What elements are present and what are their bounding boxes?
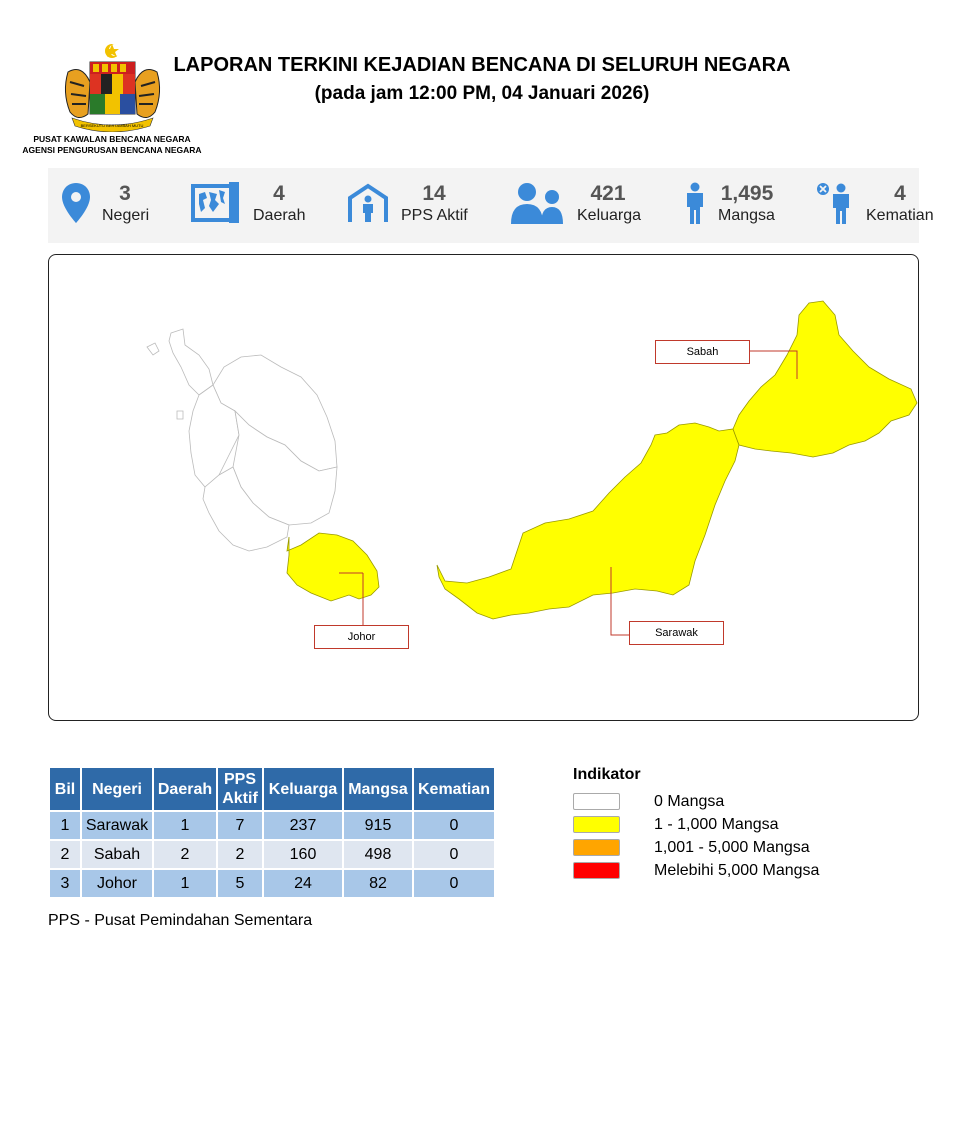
stat-value-pps: 14 [422, 182, 446, 205]
table-cell: 7 [218, 812, 262, 839]
stat-value-daerah: 4 [273, 182, 285, 205]
col-header-pps-aktif: PPS Aktif [218, 768, 262, 810]
location-pin-icon [61, 182, 91, 224]
table-cell: Johor [82, 870, 152, 897]
stat-label-negeri: Negeri [102, 207, 150, 224]
table-cell: 2 [154, 841, 216, 868]
legend-item [573, 836, 819, 859]
table-header-row [50, 768, 494, 810]
table-cell: 2 [218, 841, 262, 868]
stat-value-keluarga: 421 [590, 182, 626, 205]
stat-label-keluarga: Keluarga [577, 207, 642, 224]
family-icon [510, 182, 564, 224]
table-cell: 0 [414, 870, 494, 897]
col-header-keluarga: Keluarga [264, 768, 342, 810]
table-cell: 1 [154, 812, 216, 839]
legend-item [573, 790, 819, 813]
stat-label-pps: PPS Aktif [401, 207, 468, 224]
person-icon [683, 182, 707, 224]
table-cell: 2 [50, 841, 80, 868]
table-cell: 82 [344, 870, 412, 897]
table-cell: 5 [218, 870, 262, 897]
state-sabah [733, 301, 917, 457]
legend-item [573, 813, 819, 836]
table-cell: 915 [344, 812, 412, 839]
death-icon [816, 182, 854, 224]
col-header-daerah: Daerah [154, 768, 216, 810]
callout-sabah: Sabah [655, 340, 750, 364]
shelter-icon [347, 182, 389, 224]
legend-swatch [573, 862, 620, 879]
agency-name-line2: AGENSI PENGURUSAN BENCANA NEGARA [22, 145, 202, 155]
report-title: LAPORAN TERKINI KEJADIAN BENCANA DI SELURUH NEGARA [173, 54, 791, 76]
disaster-map-panel [48, 254, 919, 721]
agency-name-line1: PUSAT KAWALAN BENCANA NEGARA [33, 134, 191, 144]
summary-stats-bar [48, 168, 934, 243]
table-row [50, 870, 494, 897]
table-cell: 3 [50, 870, 80, 897]
table-cell: 0 [414, 841, 494, 868]
stat-label-kematian: Kematian [866, 207, 934, 224]
footnote-pps: PPS - Pusat Pemindahan Sementara [48, 912, 313, 929]
table-cell: Sabah [82, 841, 152, 868]
table-row [50, 841, 494, 868]
callout-johor: Johor [314, 625, 409, 649]
stat-label-daerah: Daerah [253, 207, 306, 224]
district-map-icon [191, 182, 241, 223]
svg-text:BERSEKUTU BERTAMBAH MUTU: BERSEKUTU BERTAMBAH MUTU [80, 123, 144, 128]
legend-label: 1 - 1,000 Mangsa [654, 815, 779, 833]
legend-label: 0 Mangsa [654, 792, 725, 810]
legend-label: Melebihi 5,000 Mangsa [654, 861, 820, 879]
table-cell: 498 [344, 841, 412, 868]
table-cell: 160 [264, 841, 342, 868]
table-cell: 1 [50, 812, 80, 839]
col-header-bil: Bil [50, 768, 80, 810]
report-subtitle: (pada jam 12:00 PM, 04 Januari 2026) [314, 83, 650, 104]
state-perlis-kedah [169, 329, 213, 395]
col-header-negeri: Negeri [82, 768, 152, 810]
stat-value-negeri: 3 [119, 182, 131, 205]
stat-value-kematian: 4 [894, 182, 906, 205]
state-summary-table [48, 766, 496, 899]
state-johor [287, 533, 379, 601]
callout-sarawak: Sarawak [629, 621, 724, 645]
legend-swatch [573, 839, 620, 856]
table-cell: 0 [414, 812, 494, 839]
map-legend [573, 766, 819, 882]
col-header-kematian: Kematian [414, 768, 494, 810]
col-header-mangsa: Mangsa [344, 768, 412, 810]
legend-swatch [573, 816, 620, 833]
legend-item [573, 859, 819, 882]
state-sarawak [437, 423, 739, 619]
stat-value-mangsa: 1,495 [720, 182, 774, 205]
malaysia-map [49, 255, 918, 720]
legend-label: 1,001 - 5,000 Mangsa [654, 838, 810, 856]
table-cell: 24 [264, 870, 342, 897]
table-row [50, 812, 494, 839]
legend-swatch [573, 793, 620, 810]
table-cell: Sarawak [82, 812, 152, 839]
stat-label-mangsa: Mangsa [718, 207, 775, 224]
table-cell: 237 [264, 812, 342, 839]
table-cell: 1 [154, 870, 216, 897]
legend-title: Indikator [573, 766, 641, 783]
